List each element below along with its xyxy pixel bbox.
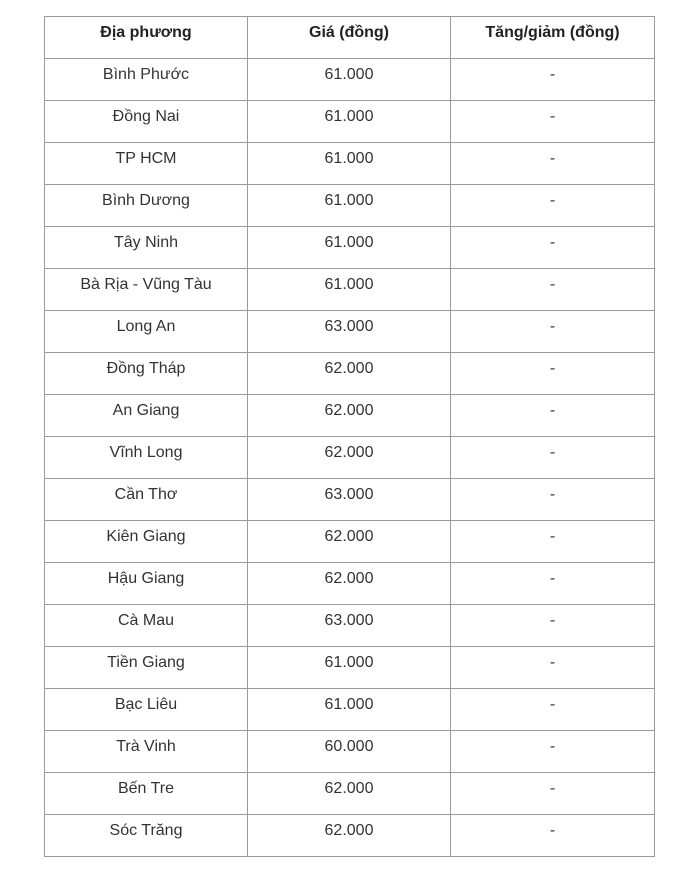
header-price-label: Giá (đồng) [309,24,389,41]
change-cell [451,59,655,101]
price-cell [248,689,451,731]
change-cell [451,437,655,479]
location-cell [45,521,248,563]
change-cell-text: - [549,654,556,671]
header-location-label: Địa phương [100,24,192,41]
change-cell [451,185,655,227]
change-cell [451,269,655,311]
table-row [45,395,655,437]
change-cell [451,395,655,437]
change-cell [451,101,655,143]
change-cell-text: - [549,192,556,209]
location-cell [45,437,248,479]
location-cell-text: TP HCM [115,150,177,167]
change-cell [451,353,655,395]
price-cell-text: 62.000 [324,780,374,797]
change-cell-text: - [549,234,556,251]
change-cell [451,143,655,185]
change-cell-text: - [549,780,556,797]
location-cell [45,689,248,731]
location-cell-text: Cần Thơ [114,486,178,503]
table-row [45,605,655,647]
price-cell-text: 61.000 [324,696,374,713]
location-cell-text: Đồng Nai [112,108,180,125]
price-cell [248,311,451,353]
change-cell-text: - [549,108,556,125]
table-row [45,185,655,227]
location-cell-text: Cà Mau [117,612,175,629]
location-cell [45,269,248,311]
location-cell [45,101,248,143]
price-cell-text: 63.000 [324,318,374,335]
change-cell [451,521,655,563]
table-header-row [45,17,655,59]
price-cell-text: 63.000 [324,612,374,629]
header-change-label: Tăng/giảm (đồng) [485,24,620,41]
location-cell [45,815,248,857]
price-cell [248,269,451,311]
change-cell [451,311,655,353]
location-cell [45,563,248,605]
price-cell [248,773,451,815]
table-row [45,521,655,563]
change-cell-text: - [549,276,556,293]
location-cell [45,353,248,395]
price-cell-text: 61.000 [324,108,374,125]
location-cell-text: Bình Dương [102,192,190,209]
change-cell-text: - [549,486,556,503]
change-cell [451,647,655,689]
price-cell [248,815,451,857]
change-cell-text: - [549,822,556,839]
location-cell [45,59,248,101]
change-cell [451,773,655,815]
change-cell-text: - [549,402,556,419]
location-cell-text: Bình Phước [102,66,190,83]
header-price [248,17,451,59]
change-cell [451,689,655,731]
location-cell-text: Tiền Giang [107,654,185,671]
location-cell-text: Bạc Liêu [114,696,178,713]
price-cell-text: 63.000 [324,486,374,503]
location-cell-text: An Giang [112,402,180,419]
location-cell [45,773,248,815]
table-row [45,479,655,521]
change-cell [451,731,655,773]
table-row [45,269,655,311]
table-row [45,101,655,143]
table-row [45,731,655,773]
location-cell [45,185,248,227]
location-cell [45,395,248,437]
table-row [45,311,655,353]
change-cell-text: - [549,444,556,461]
table-row [45,773,655,815]
table-row [45,815,655,857]
price-cell [248,227,451,269]
price-cell [248,605,451,647]
price-cell-text: 61.000 [324,150,374,167]
location-cell [45,731,248,773]
price-cell-text: 62.000 [324,360,374,377]
price-cell [248,521,451,563]
header-change [451,17,655,59]
price-cell [248,647,451,689]
price-cell [248,479,451,521]
change-cell [451,605,655,647]
change-cell-text: - [549,528,556,545]
price-cell [248,395,451,437]
price-cell [248,101,451,143]
location-cell [45,479,248,521]
change-cell [451,563,655,605]
price-cell-text: 61.000 [324,234,374,251]
price-cell-text: 61.000 [324,276,374,293]
change-cell-text: - [549,738,556,755]
location-cell [45,227,248,269]
price-cell-text: 61.000 [324,192,374,209]
location-cell-text: Sóc Trăng [109,822,183,839]
price-cell [248,353,451,395]
table-row [45,143,655,185]
table-row [45,563,655,605]
change-cell-text: - [549,66,556,83]
location-cell-text: Vĩnh Long [109,444,183,461]
location-cell-text: Tây Ninh [113,234,179,251]
price-cell [248,59,451,101]
price-cell [248,143,451,185]
table-row [45,689,655,731]
location-cell [45,647,248,689]
table-row [45,353,655,395]
location-cell [45,311,248,353]
price-cell [248,563,451,605]
price-cell [248,185,451,227]
header-location [45,17,248,59]
table-row [45,437,655,479]
location-cell-text: Bến Tre [117,780,175,797]
price-cell-text: 62.000 [324,402,374,419]
price-cell [248,731,451,773]
change-cell-text: - [549,150,556,167]
location-cell-text: Đồng Tháp [106,360,186,377]
price-cell-text: 61.000 [324,654,374,671]
location-cell-text: Kiên Giang [106,528,186,545]
location-cell-text: Trà Vinh [116,738,176,755]
price-cell-text: 61.000 [324,66,374,83]
table-body [45,59,655,857]
price-cell-text: 62.000 [324,570,374,587]
price-cell-text: 62.000 [324,444,374,461]
change-cell-text: - [549,318,556,335]
price-cell-text: 62.000 [324,528,374,545]
location-cell-text: Bà Rịa - Vũng Tàu [80,276,212,293]
location-cell [45,143,248,185]
location-cell [45,605,248,647]
change-cell-text: - [549,570,556,587]
change-cell [451,815,655,857]
change-cell [451,227,655,269]
location-cell-text: Long An [116,318,176,335]
price-cell-text: 60.000 [324,738,374,755]
price-cell-text: 62.000 [324,822,374,839]
price-table [44,16,655,857]
change-cell-text: - [549,696,556,713]
change-cell-text: - [549,612,556,629]
table-row [45,227,655,269]
table-row [45,647,655,689]
price-cell [248,437,451,479]
change-cell-text: - [549,360,556,377]
change-cell [451,479,655,521]
location-cell-text: Hậu Giang [107,570,185,587]
table-row [45,59,655,101]
